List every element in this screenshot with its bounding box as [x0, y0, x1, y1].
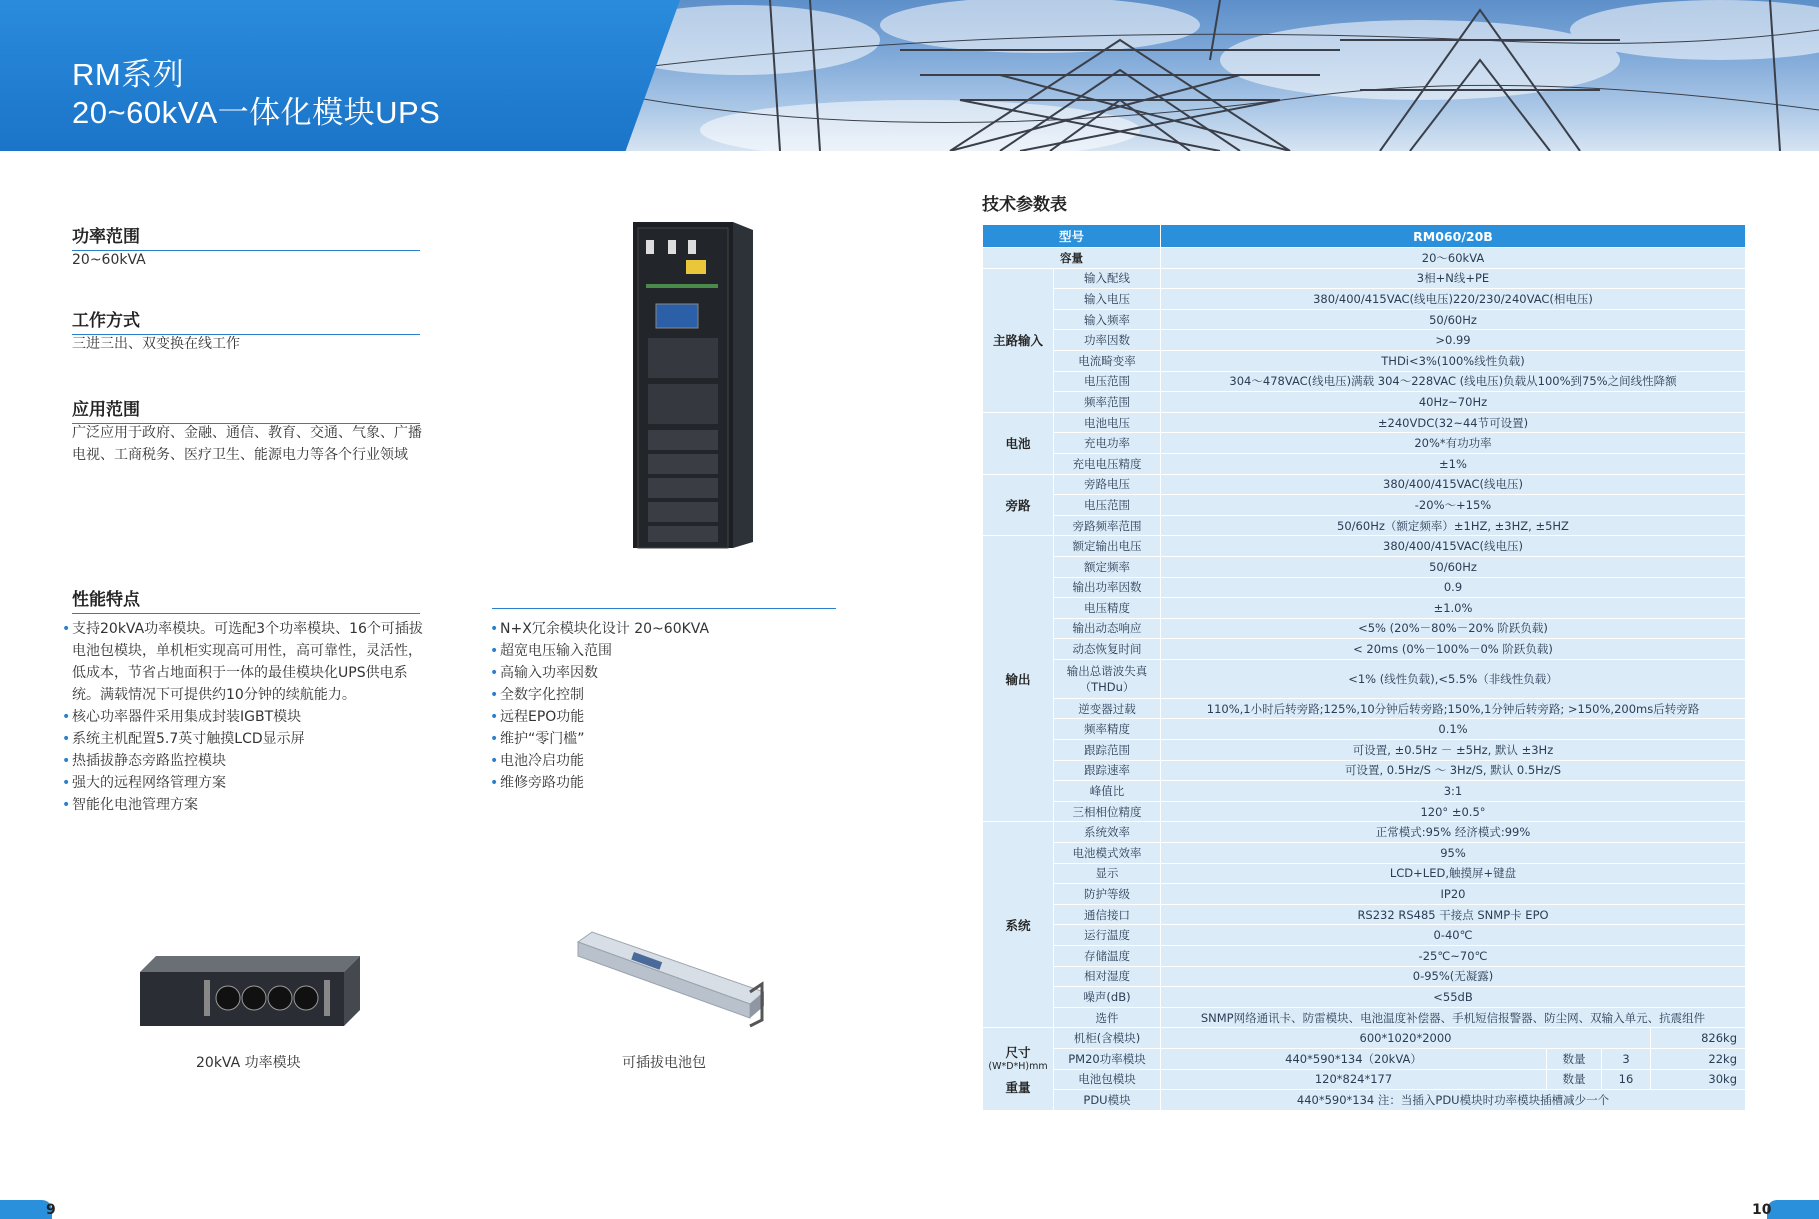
spec-header-row	[983, 225, 1745, 247]
spec-value: 120° ±0.5°	[1161, 802, 1745, 822]
table-row	[983, 413, 1745, 433]
spec-label: 输出总谐波失真（THDu）	[1054, 660, 1160, 698]
spec-label: 噪声(dB)	[1054, 987, 1160, 1007]
spec-value: <55dB	[1161, 987, 1745, 1007]
spec-label: 频率精度	[1054, 719, 1160, 739]
spec-weight: 22kg	[1651, 1049, 1745, 1069]
spec-value: 20～60kVA	[1161, 248, 1745, 268]
table-row	[983, 578, 1745, 598]
feature-item: • 电池冷启功能	[490, 750, 810, 772]
spec-row-capacity	[983, 248, 1745, 268]
battery-pack-caption: 可插拔电池包	[622, 1055, 706, 1071]
spec-value: 380/400/415VAC(线电压)	[1161, 536, 1745, 556]
table-row	[983, 884, 1745, 904]
feature-item: • N+X冗余模块化设计 20~60KVA	[490, 618, 810, 640]
dims-group-line3: 重量	[1005, 1079, 1031, 1095]
spec-qty-label: 数量	[1547, 1049, 1601, 1069]
table-row	[983, 392, 1745, 412]
spec-label: 机柜(含模块)	[1054, 1028, 1160, 1048]
spec-group-label	[983, 1028, 1053, 1109]
spec-group-label: 系统	[983, 822, 1053, 1027]
dims-group-line2: (W*D*H)mm	[988, 1060, 1048, 1072]
spec-label: 运行温度	[1054, 925, 1160, 945]
spec-label: 峰值比	[1054, 781, 1160, 801]
spec-label: 输出动态响应	[1054, 619, 1160, 639]
spec-value: 可设置, ±0.5Hz － ±5Hz, 默认 ±3Hz	[1161, 740, 1745, 760]
dims-group-line1: 尺寸	[1005, 1044, 1031, 1060]
spec-value: ±1.0%	[1161, 598, 1745, 618]
table-row	[983, 289, 1745, 309]
spec-weight: 30kg	[1651, 1070, 1745, 1090]
feature-item: • 支持20kVA功率模块。可选配3个功率模块、16个可插拔电池包模块，单机柜实现高可用性，高可靠性，灵活性，低成本，节省占地面积于一体的最佳模块化UPS供电系统。满载情况下可提供约10分钟的续航能力。	[62, 618, 424, 706]
table-row	[983, 740, 1745, 760]
spec-value: -20%～+15%	[1161, 495, 1745, 515]
spec-label: 电压范围	[1054, 495, 1160, 515]
spec-label: 电流畸变率	[1054, 351, 1160, 371]
table-row	[983, 761, 1745, 781]
page-title-line2: 20~60kVA一体化模块UPS	[72, 95, 441, 130]
spec-table-title: 技术参数表	[982, 195, 1067, 215]
spec-qty-label: 数量	[1547, 1070, 1601, 1090]
feature-item: • 热插拔静态旁路监控模块	[62, 750, 424, 772]
table-row	[983, 433, 1745, 453]
spec-label: 输入频率	[1054, 310, 1160, 330]
spec-value: 可设置, 0.5Hz/S ～ 3Hz/S, 默认 0.5Hz/S	[1161, 761, 1745, 781]
spec-label: 电池模式效率	[1054, 843, 1160, 863]
spec-label: 额定输出电压	[1054, 536, 1160, 556]
table-row	[983, 475, 1745, 495]
power-module-caption: 20kVA 功率模块	[196, 1055, 301, 1071]
table-row	[983, 330, 1745, 350]
power-range-heading: 功率范围	[72, 222, 420, 251]
spec-label: 电压精度	[1054, 598, 1160, 618]
feature-item: • 核心功率器件采用集成封装IGBT模块	[62, 706, 424, 728]
spec-label: 动态恢复时间	[1054, 639, 1160, 659]
spec-value: 50/60Hz	[1161, 310, 1745, 330]
table-row	[983, 516, 1745, 536]
features-list-2	[490, 618, 810, 794]
spec-label: 输出功率因数	[1054, 578, 1160, 598]
spec-table	[982, 224, 1746, 1111]
work-mode-heading: 工作方式	[72, 306, 420, 335]
table-row	[983, 905, 1745, 925]
table-row	[983, 619, 1745, 639]
spec-value: 20%*有功功率	[1161, 433, 1745, 453]
table-row	[983, 351, 1745, 371]
spec-value: 0.9	[1161, 578, 1745, 598]
spec-value: ±240VDC(32~44节可设置)	[1161, 413, 1745, 433]
spec-value: 3:1	[1161, 781, 1745, 801]
spec-value: 380/400/415VAC(线电压)220/230/240VAC(相电压)	[1161, 289, 1745, 309]
spec-value: 304～478VAC(线电压)满载 304～228VAC (线电压)负载从100%到75%之间线性降额	[1161, 372, 1745, 392]
spec-label: 电池电压	[1054, 413, 1160, 433]
spec-value: 440*590*134 注：当插入PDU模块时功率模块插槽减少一个	[1161, 1090, 1745, 1110]
spec-value: 正常模式:95% 经济模式:99%	[1161, 822, 1745, 842]
spec-value: 50/60Hz（额定频率）±1HZ, ±3HZ, ±5HZ	[1161, 516, 1745, 536]
spec-value: ±1%	[1161, 454, 1745, 474]
application-text: 广泛应用于政府、金融、通信、教育、交通、气象、广播电视、工商税务、医疗卫生、能源电力等各个行业领域	[72, 425, 422, 463]
table-row	[983, 639, 1745, 659]
features-list-1	[62, 618, 424, 816]
spec-weight: 826kg	[1651, 1028, 1745, 1048]
spec-value: 95%	[1161, 843, 1745, 863]
table-row	[983, 495, 1745, 515]
table-row	[983, 1090, 1745, 1110]
spec-value: 3相+N线+PE	[1161, 269, 1745, 289]
application-heading: 应用范围	[72, 395, 420, 424]
feature-item: • 高输入功率因数	[490, 662, 810, 684]
table-row	[983, 1008, 1745, 1028]
table-row	[983, 946, 1745, 966]
feature-item: • 维护“零门槛”	[490, 728, 810, 750]
spec-value: <5% (20%－80%－20% 阶跃负载)	[1161, 619, 1745, 639]
spec-value: 0-95%(无凝露)	[1161, 967, 1745, 987]
spec-label: 逆变器过载	[1054, 699, 1160, 719]
spec-group-label: 旁路	[983, 475, 1053, 536]
table-row	[983, 269, 1745, 289]
spec-header-model: RM060/20B	[1161, 225, 1745, 247]
table-row	[983, 536, 1745, 556]
spec-value: 600*1020*2000	[1161, 1028, 1650, 1048]
feature-item: • 远程EPO功能	[490, 706, 810, 728]
feature-item: • 系统主机配置5.7英寸触摸LCD显示屏	[62, 728, 424, 750]
spec-label: 旁路电压	[1054, 475, 1160, 495]
spec-value: THDi<3%(100%线性负载)	[1161, 351, 1745, 371]
table-row	[983, 699, 1745, 719]
table-row	[983, 967, 1745, 987]
spec-label: 相对湿度	[1054, 967, 1160, 987]
spec-group-label: 电池	[983, 413, 1053, 474]
features-heading: 性能特点	[72, 585, 420, 614]
features-divider	[492, 608, 836, 609]
table-row	[983, 864, 1745, 884]
page-tab-left	[0, 1200, 52, 1219]
spec-label: 通信接口	[1054, 905, 1160, 925]
table-row	[983, 802, 1745, 822]
spec-value: 110%,1小时后转旁路;125%,10分钟后转旁路;150%,1分钟后转旁路; >150%,200ms后转旁路	[1161, 699, 1745, 719]
page-tab-right	[1767, 1200, 1819, 1219]
spec-label: PDU模块	[1054, 1090, 1160, 1110]
spec-qty: 3	[1602, 1049, 1650, 1069]
spec-label: 输入配线	[1054, 269, 1160, 289]
spec-qty: 16	[1602, 1070, 1650, 1090]
spec-value: 440*590*134（20kVA）	[1161, 1049, 1546, 1069]
spec-value: >0.99	[1161, 330, 1745, 350]
spec-label: 旁路频率范围	[1054, 516, 1160, 536]
spec-label: 容量	[983, 248, 1160, 268]
page-title	[72, 56, 440, 132]
spec-label: 频率范围	[1054, 392, 1160, 412]
spec-label: 额定频率	[1054, 557, 1160, 577]
page-number-right: 10	[1752, 1202, 1772, 1218]
header-photo-power-tower	[620, 0, 1819, 151]
ups-cabinet-image	[628, 218, 758, 553]
spec-group-label: 输出	[983, 536, 1053, 821]
power-module-image	[138, 950, 360, 1030]
spec-value: 50/60Hz	[1161, 557, 1745, 577]
spec-value: 380/400/415VAC(线电压)	[1161, 475, 1745, 495]
spec-group-label: 主路输入	[983, 269, 1053, 412]
table-row	[983, 843, 1745, 863]
spec-label: 充电电压精度	[1054, 454, 1160, 474]
spec-value: 120*824*177	[1161, 1070, 1546, 1090]
table-row	[983, 557, 1745, 577]
feature-item: • 超宽电压输入范围	[490, 640, 810, 662]
work-mode-text: 三进三出、双变换在线工作	[72, 336, 240, 352]
table-row	[983, 454, 1745, 474]
table-row	[983, 310, 1745, 330]
feature-item: • 全数字化控制	[490, 684, 810, 706]
spec-label: 跟踪速率	[1054, 761, 1160, 781]
spec-label: 显示	[1054, 864, 1160, 884]
table-row	[983, 598, 1745, 618]
spec-label: 跟踪范围	[1054, 740, 1160, 760]
power-range-text: 20~60kVA	[72, 252, 146, 268]
table-row	[983, 1049, 1745, 1069]
spec-value: 0.1%	[1161, 719, 1745, 739]
spec-label: 防护等级	[1054, 884, 1160, 904]
spec-value: SNMP网络通讯卡、防雷模块、电池温度补偿器、手机短信报警器、防尘网、双输入单元、抗震组件	[1161, 1008, 1745, 1028]
table-row	[983, 719, 1745, 739]
table-row	[983, 987, 1745, 1007]
spec-value: RS232 RS485 干接点 SNMP卡 EPO	[1161, 905, 1745, 925]
feature-item: • 强大的远程网络管理方案	[62, 772, 424, 794]
spec-label: 存储温度	[1054, 946, 1160, 966]
spec-value: <1% (线性负载),<5.5%（非线性负载）	[1161, 660, 1745, 698]
spec-value: -25℃~70℃	[1161, 946, 1745, 966]
feature-item: • 维修旁路功能	[490, 772, 810, 794]
table-row	[983, 822, 1745, 842]
table-row	[983, 660, 1745, 698]
spec-label: 输入电压	[1054, 289, 1160, 309]
spec-value: < 20ms (0%－100%－0% 阶跃负载)	[1161, 639, 1745, 659]
spec-label: 选件	[1054, 1008, 1160, 1028]
spec-label: PM20功率模块	[1054, 1049, 1160, 1069]
spec-label: 充电功率	[1054, 433, 1160, 453]
feature-item: • 智能化电池管理方案	[62, 794, 424, 816]
spec-label: 电压范围	[1054, 372, 1160, 392]
spec-header-label: 型号	[983, 225, 1160, 247]
page-title-line1: RM系列	[72, 57, 185, 92]
spec-label: 三相相位精度	[1054, 802, 1160, 822]
spec-label: 功率因数	[1054, 330, 1160, 350]
spec-label: 系统效率	[1054, 822, 1160, 842]
spec-label: 电池包模块	[1054, 1070, 1160, 1090]
table-row	[983, 925, 1745, 945]
power-tower-illustration	[620, 0, 1819, 151]
spec-value: 0-40℃	[1161, 925, 1745, 945]
page-number-left: 9	[46, 1202, 56, 1218]
battery-pack-image	[574, 928, 764, 1028]
table-row	[983, 781, 1745, 801]
table-row	[983, 1070, 1745, 1090]
table-row	[983, 1028, 1745, 1048]
spec-value: 40Hz~70Hz	[1161, 392, 1745, 412]
table-row	[983, 372, 1745, 392]
spec-value: LCD+LED,触摸屏+键盘	[1161, 864, 1745, 884]
spec-value: IP20	[1161, 884, 1745, 904]
